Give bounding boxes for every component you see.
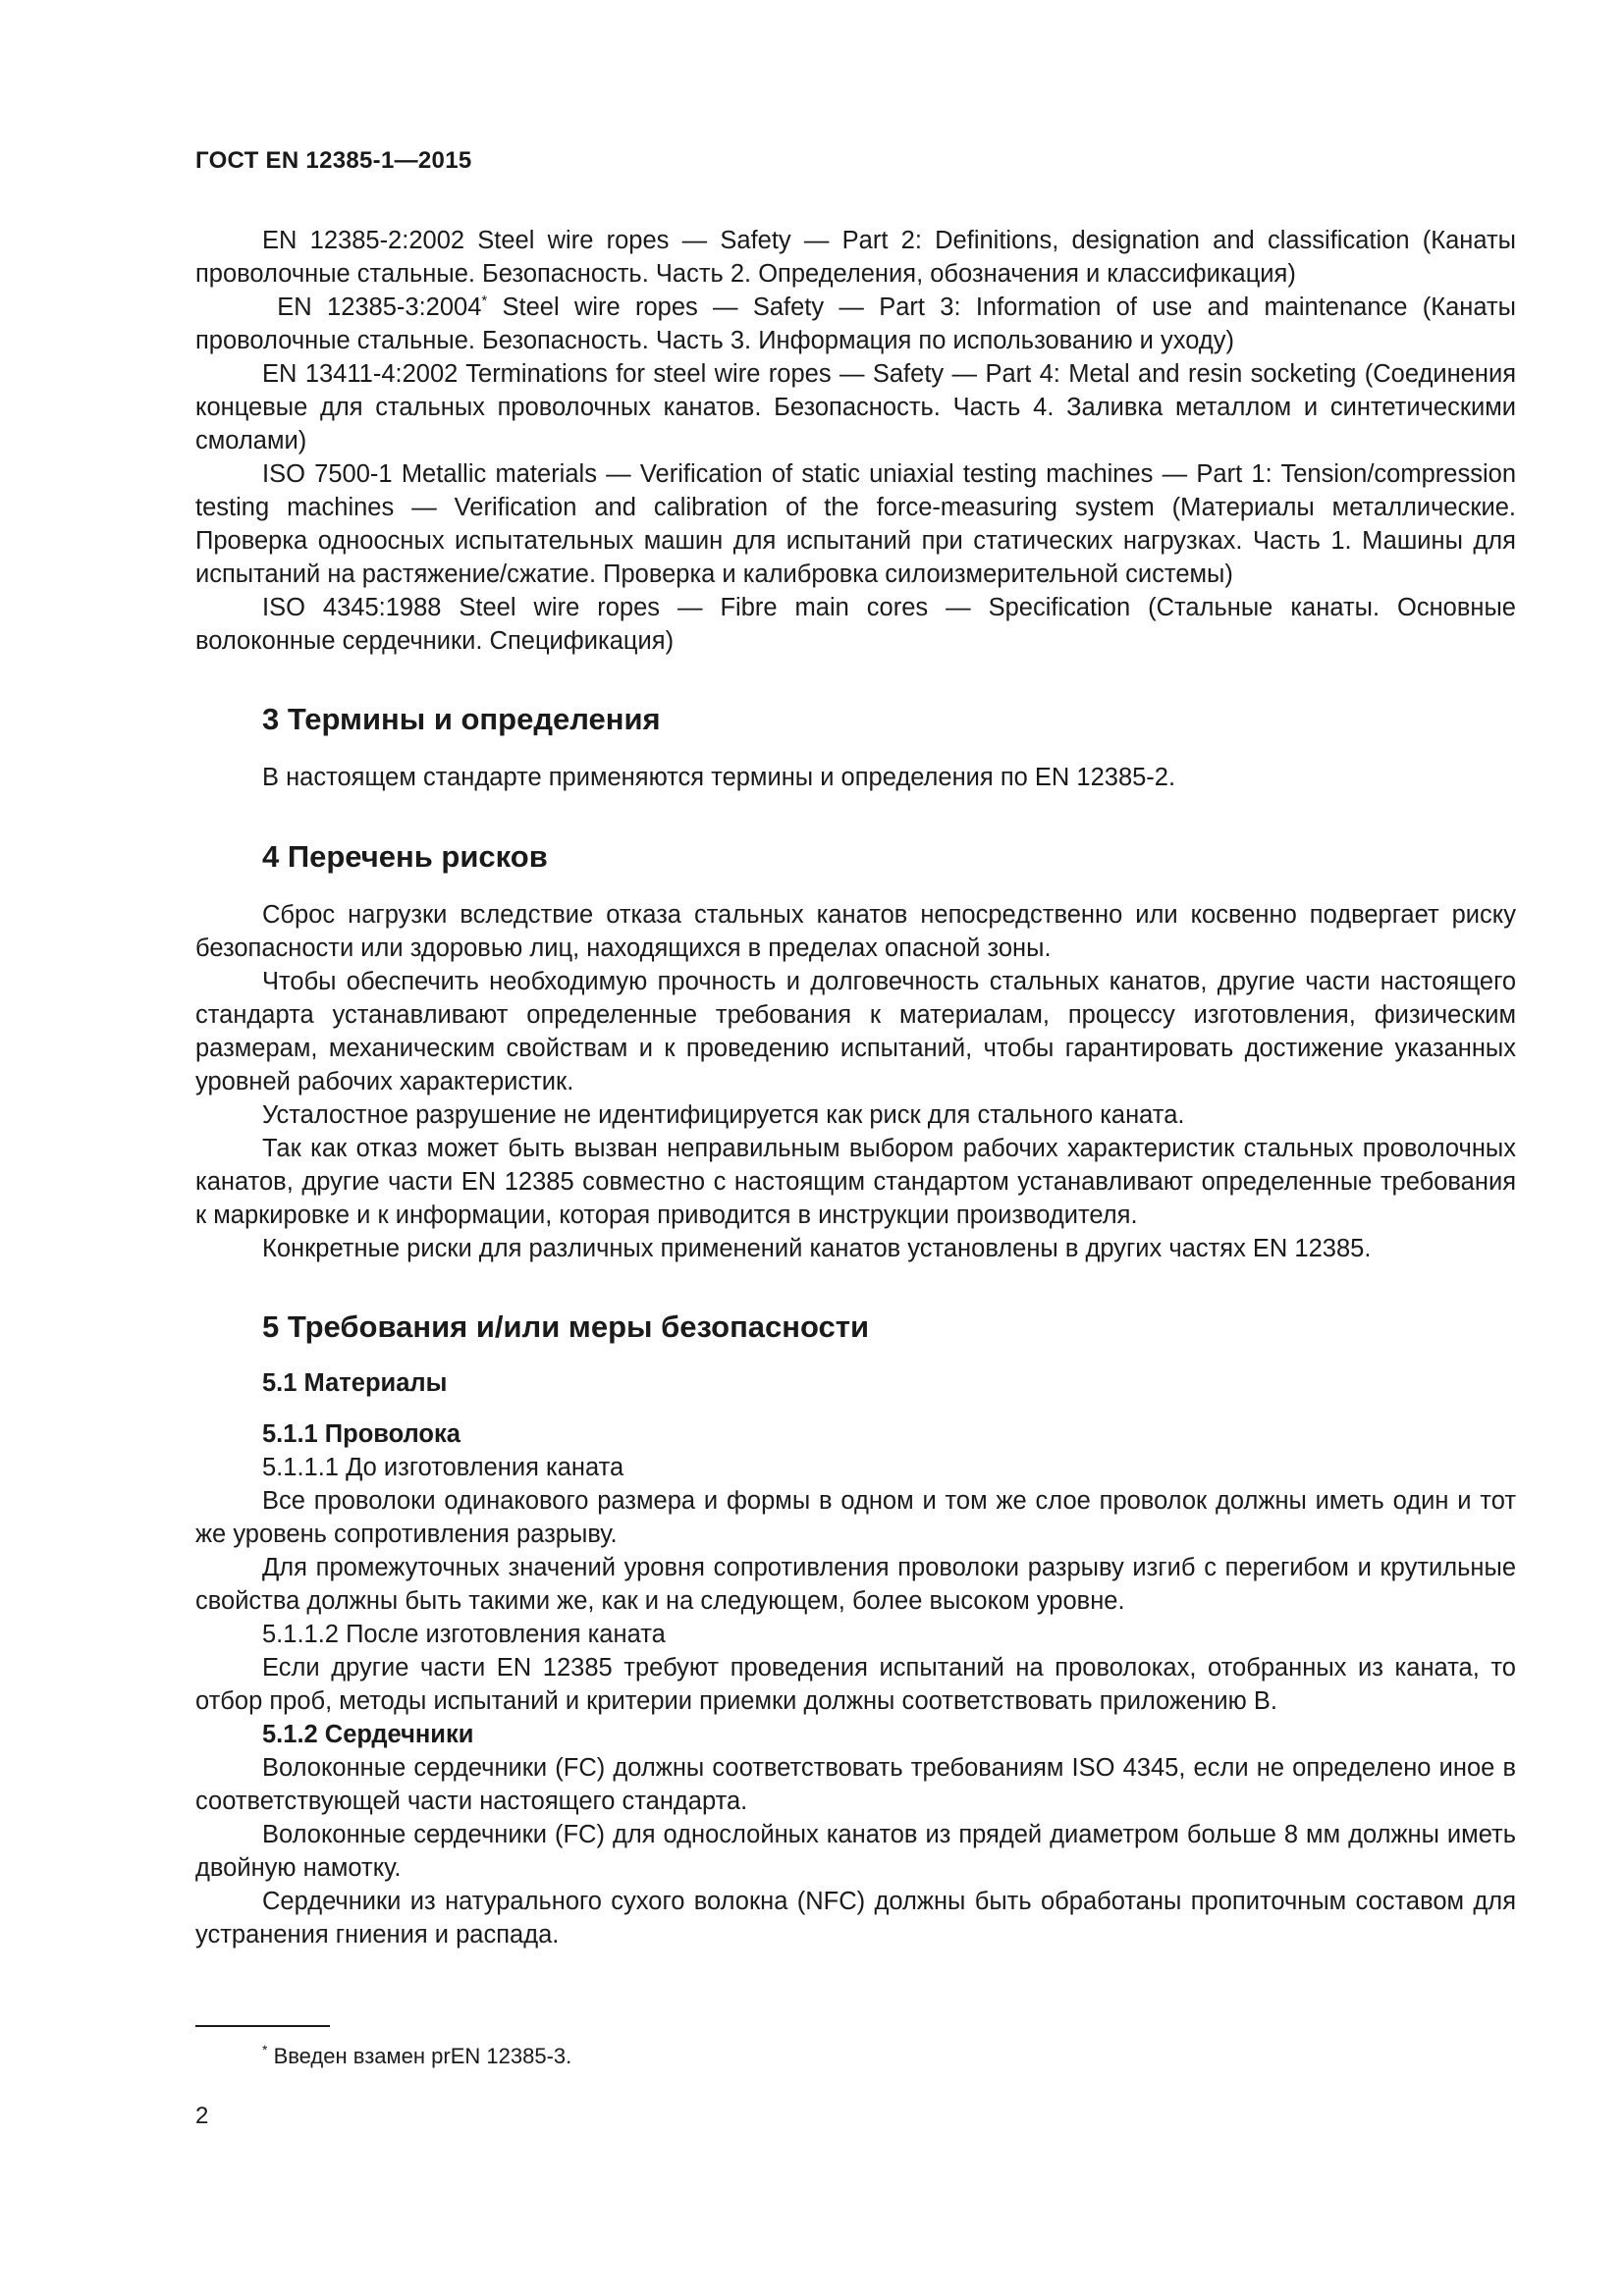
section-4-paragraph: Сброс нагрузки вследствие отказа стальных канатов непосредственно или косвенно подвергает риску безопасности или здоровью лиц, находящихся в пределах опасной зоны. [195,901,1516,962]
subsection-5-1-2-heading: 5.1.2 Сердечники [262,1721,474,1748]
subsection-5-1-heading: 5.1 Материалы [262,1369,448,1397]
document-code-header: ГОСТ EN 12385-1—2015 [195,147,472,174]
section-3-heading: 3 Термины и определения [262,702,661,736]
core-paragraph: Волоконные сердечники (FC) для однослойных канатов из прядей диаметром больше 8 мм должны иметь двойную намотку. [195,1821,1516,1882]
footnote-mark: * [262,2042,268,2057]
wire-paragraph: Для промежуточных значений уровня сопротивления проволоки разрыву изгиб с перегибом и крутильные свойства должны быть такими же, как и на следующем, более высоком уровне. [195,1554,1516,1615]
section-3-text: В настоящем стандарте применяются термины и определения по EN 12385-2. [262,764,1176,791]
reference-text: EN 12385-3:2004 [277,294,482,321]
reference-iso-4345: ISO 4345:1988 Steel wire ropes — Fibre main cores — Specification (Стальные канаты. Основные волоконные сердечники. Спецификация) [195,594,1516,655]
core-paragraph: Сердечники из натурального сухого волокна (NFC) должны быть обработаны пропиточным составом для устранения гниения и распада. [195,1888,1516,1949]
page-number: 2 [195,2103,209,2129]
clause-5-1-1-1: 5.1.1.1 До изготовления каната [262,1454,624,1481]
wire-paragraph: Если другие части EN 12385 требуют проведения испытаний на проволоках, отобранных из каната, то отбор проб, методы испытаний и критерии приемки должны соответствовать приложению В. [195,1654,1516,1715]
reference-iso-7500-1: ISO 7500-1 Metallic materials — Verification of static uniaxial testing machines — Part 1: Tension/compression testing machines — Verification and calibration of the force-measuring system (Материалы металлические. Проверка одноосных испытательных машин для испытаний при статических нагрузках. Часть 1. Машины для испытаний на растяжение/сжатие. Проверка и калибровка силоизмерительной системы) [195,460,1516,588]
page-body [195,224,1516,1951]
footnote [262,2042,571,2071]
section-4-paragraph: Усталостное разрушение не идентифицируется как риск для стального каната. [262,1101,1185,1129]
section-4-heading: 4 Перечень рисков [262,839,548,874]
clause-5-1-1-2: 5.1.1.2 После изготовления каната [262,1621,666,1648]
reference-text: Steel wire ropes — Safety — Part 3: Information of use and maintenance (Канаты проволочные стальные. Безопасность. Часть 3. Информация по использованию и уходу) [195,294,1516,354]
section-4-paragraph: Конкретные риски для различных применений канатов установлены в других частях EN 12385. [262,1235,1372,1262]
reference-en-12385-2: EN 12385-2:2002 Steel wire ropes — Safety — Part 2: Definitions, designation and classification (Канаты проволочные стальные. Безопасность. Часть 2. Определения, обозначения и классификация) [195,227,1516,288]
reference-en-12385-3 [195,291,1516,357]
section-5-heading: 5 Требования и/или меры безопасности [262,1309,870,1344]
reference-en-13411-4: EN 13411-4:2002 Terminations for steel wire ropes — Safety — Part 4: Metal and resin socketing (Соединения концевые для стальных проволочных канатов. Безопасность. Часть 4. Заливка металлом и синтетическими смолами) [195,360,1516,454]
footnote-text: Введен взамен prEN 12385-3. [267,2044,572,2068]
subsection-5-1-1-heading: 5.1.1 Проволока [262,1420,460,1448]
section-4-paragraph: Так как отказ может быть вызван неправильным выбором рабочих характеристик стальных проволочных канатов, другие части EN 12385 совместно с настоящим стандартом устанавливают определенные требования к маркировке и к информации, которая приводится в инструкции производителя. [195,1135,1516,1229]
core-paragraph: Волоконные сердечники (FC) должны соответствовать требованиям ISO 4345, если не определено иное в соответствующей части настоящего стандарта. [195,1754,1516,1815]
wire-paragraph: Все проволоки одинакового размера и формы в одном и том же слое проволок должны иметь один и тот же уровень сопротивления разрыву. [195,1487,1516,1548]
footnote-mark[interactable]: * [481,293,488,309]
section-4-paragraph: Чтобы обеспечить необходимую прочность и долговечность стальных канатов, другие части настоящего стандарта устанавливают определенные требования к материалам, процессу изготовления, физическим размерам, механическим свойствам и к проведению испытаний, чтобы гарантировать достижение указанных уровней рабочих характеристик. [195,968,1516,1095]
footnote-divider [195,2025,330,2027]
